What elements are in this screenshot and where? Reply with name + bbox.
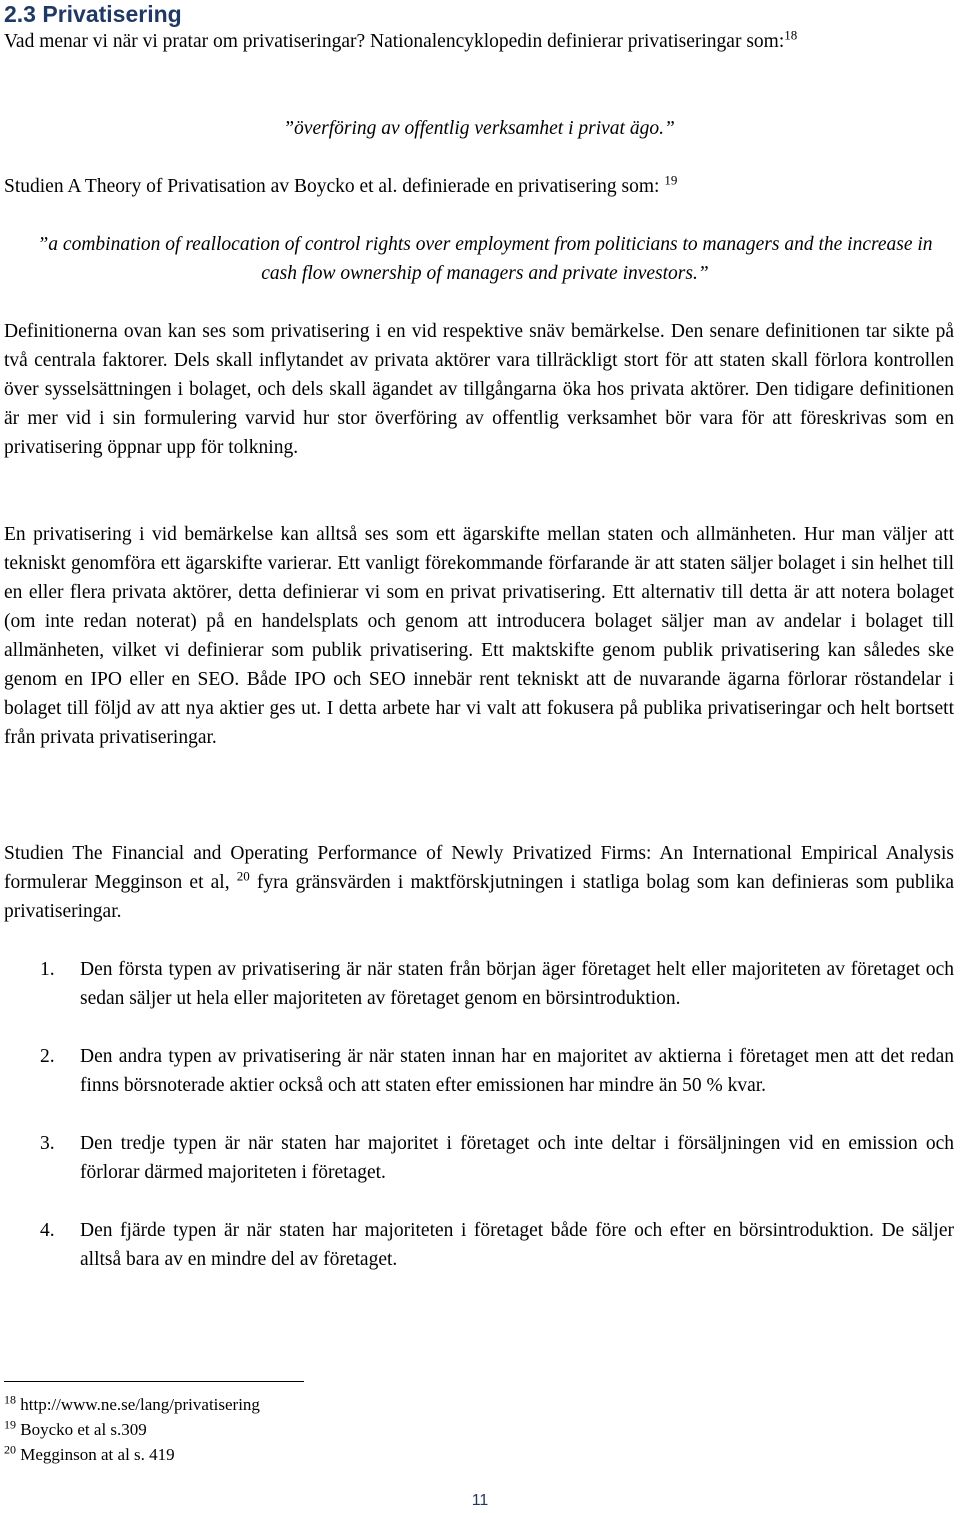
intro-text: Vad menar vi när vi pratar om privatiseringar? Nationalencyklopedin definierar privatiseringar som: [4,31,785,52]
quote-boycko-definition: ”a combination of reallocation of control rights over employment from politicians to managers and the increase in cash flow ownership of managers and private investors.” [37,234,933,284]
study-megginson-text-cont: fyra gränsvärden i maktförskjutningen i statliga bolag som kan definieras som publika privatiseringar. [4,872,955,922]
list-item-number: 1. [40,959,55,980]
footnote-number: 18 [4,1392,16,1407]
footnote-ref-18[interactable]: 18 [784,27,798,43]
study-boycko-paragraph [4,172,954,201]
footnote-number: 19 [4,1417,16,1432]
list-item [4,955,954,1013]
footnote-19 [4,1417,260,1442]
list-item [4,1216,954,1274]
footnote-number: 20 [4,1442,16,1457]
footnote-link[interactable]: http://www.ne.se/lang/privatisering [20,1395,260,1414]
study-megginson-paragraph [4,839,954,926]
quote-ne-definition: ”överföring av offentlig verksamhet i privat ägo.” [283,118,675,139]
privatisation-types-list [4,955,954,1303]
footnote-text: Megginson at al s. 419 [20,1445,175,1464]
footnote-ref-19[interactable]: 19 [664,172,678,188]
footnote-20 [4,1442,260,1467]
list-item-number: 3. [40,1133,55,1154]
list-item-text: Den tredje typen är när staten har majoritet i företaget och inte deltar i försäljningen vid en emission och förlorar därmed majoriteten i företaget. [80,1133,954,1183]
study-megginson-text: Studien The Financial and Operating Performance of Newly Privatized Firms: An International Empirical Analysis formulerar Megginson et al, [4,843,954,893]
footnote-18 [4,1392,260,1417]
paragraph-definitions: Definitionerna ovan kan ses som privatisering i en vid respektive snäv bemärkelse. Den senare definitionen tar sikte på två centrala faktorer. Dels skall inflytandet av privata aktörer vara tillräckligt stort för att staten skall förlora kontrollen över sysselsättningen i bolaget, och dels skall ägandet av tillgångarna öka hos privata aktörer. Den tidigare definitionen är mer vid i sin formulering varvid hur stor överföring av offentlig verksamhet bör vara för att föreskrivas som en privatisering öppnar upp för tolkning. [4,321,954,458]
section-heading: 2.3 Privatisering [4,1,182,27]
study-boycko-text: Studien A Theory of Privatisation av Boycko et al. definierade en privatisering som: [4,176,660,197]
list-item-text: Den andra typen av privatisering är när staten innan har en majoritet av aktierna i företaget men att det redan finns börsnoterade aktier också och att staten efter emissionen har mindre än 50 % kvar. [80,1046,954,1096]
footnote-divider [4,1381,304,1382]
list-item [4,1129,954,1187]
list-item [4,1042,954,1100]
intro-paragraph [4,27,954,56]
footnotes [4,1392,260,1467]
list-item-text: Den fjärde typen är när staten har majoriteten i företaget både före och efter en börsintroduktion. De säljer alltså bara av en mindre del av företaget. [80,1220,954,1270]
page-number: 11 [471,1492,489,1509]
list-item-number: 2. [40,1046,55,1067]
paragraph-ownership-change: En privatisering i vid bemärkelse kan alltså ses som ett ägarskifte mellan staten och allmänheten. Hur man väljer att tekniskt genomföra ett ägarskifte varierar. Ett vanligt förekommande förfarande är att staten säljer bolaget i sin helhet till en eller flera privata aktörer, detta definierar vi som en privat privatisering. Ett alternativ till detta är att notera bolaget (om inte redan noterat) på en handelsplats och genom att introducera bolaget säljer man av andelar i bolaget till allmänheten, vilket vi definierar som publik privatisering. Ett maktskifte genom publik privatisering kan således ske genom en IPO eller en SEO. Både IPO och SEO innebär rent tekniskt att de nuvarande ägarna förlorar röstandelar i bolaget till följd av att nya aktier ges ut. I detta arbete har vi valt att fokusera på publika privatiseringar och helt bortsett från privata privatiseringar. [4,524,954,748]
footnote-text: Boycko et al s.309 [20,1420,147,1439]
footnote-ref-20[interactable]: 20 [236,868,250,884]
list-item-text: Den första typen av privatisering är när staten från början äger företaget helt eller majoriteten av företaget och sedan säljer ut hela eller majoriteten av företaget genom en börsintroduktion. [80,959,954,1009]
list-item-number: 4. [40,1220,55,1241]
